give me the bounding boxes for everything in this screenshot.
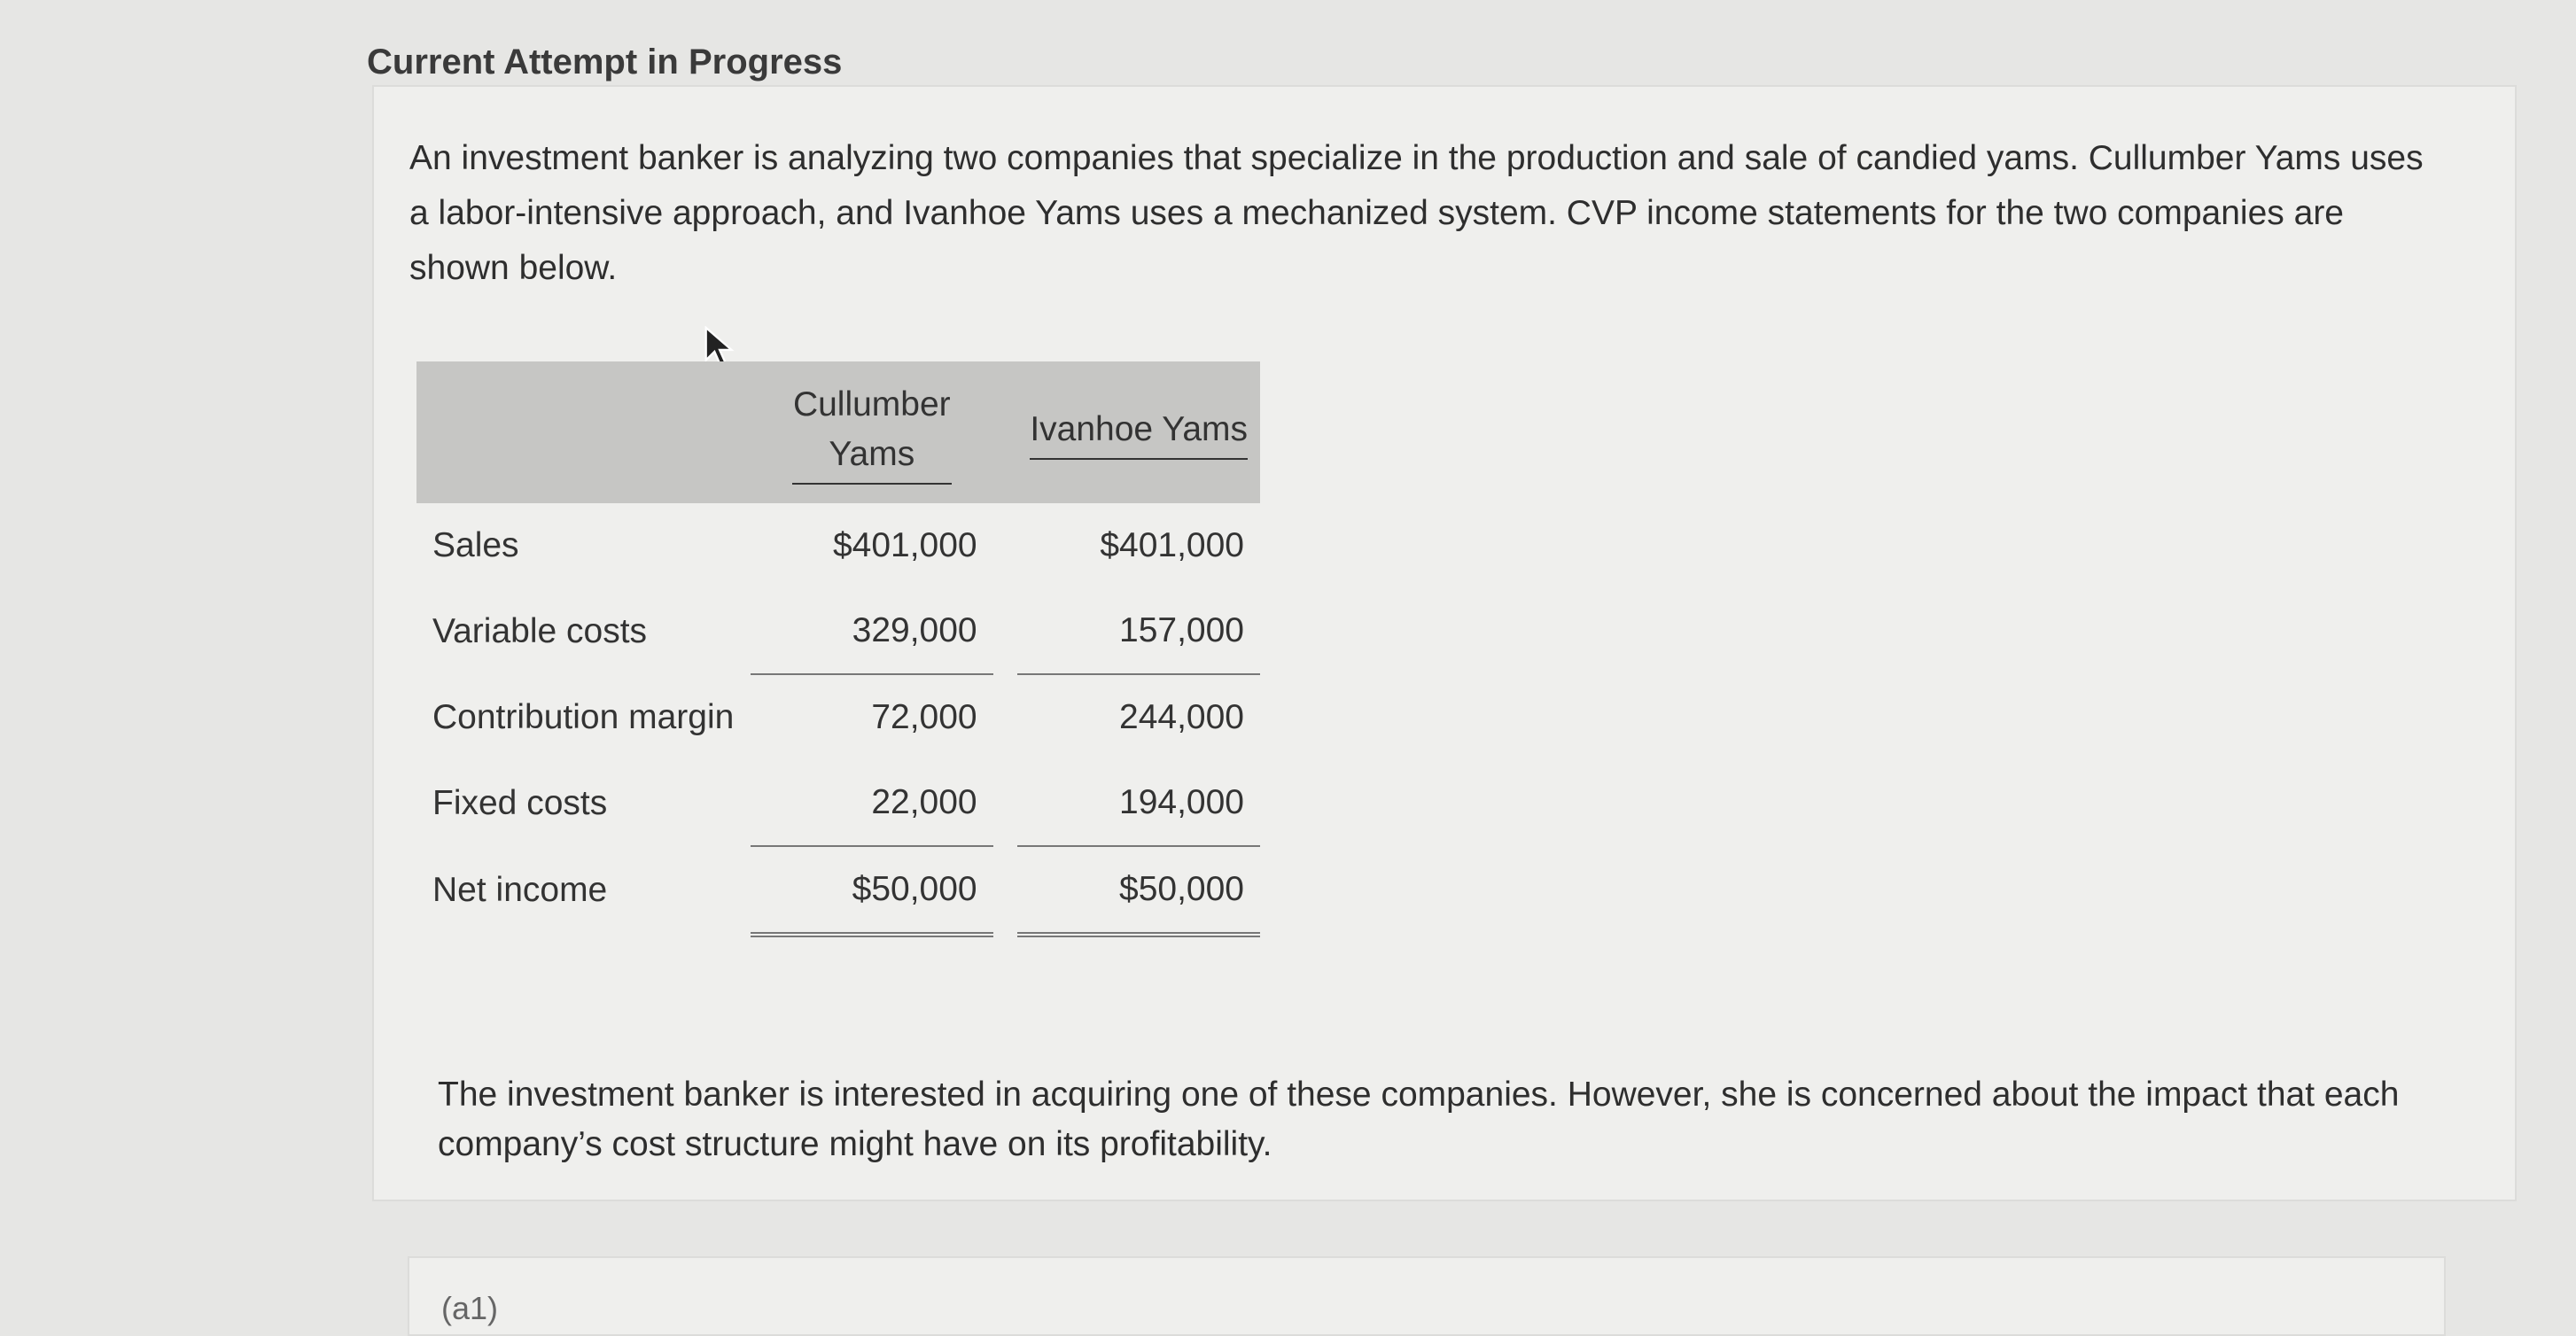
table-row-variable-costs	[416, 588, 1260, 674]
table-row-fixed-costs	[416, 760, 1260, 846]
question-closing-text: The investment banker is interested in acquiring one of these companies. However, she is concerned about the impact that each company’s cost structure might have on its profitability.	[438, 1076, 2400, 1163]
table-row-sales	[416, 503, 1260, 588]
row-label: Contribution margin	[432, 697, 735, 736]
row-label: Sales	[432, 526, 519, 564]
question-panel	[372, 85, 2517, 1201]
question-intro-text: An investment banker is analyzing two companies that specialize in the production and sale of candied yams. Cullumber Yams uses a labor-intensive approach, and Ivanhoe Yams uses a mechanized system. CVP income statements for the two companies are shown below.	[409, 139, 2424, 287]
column-header-cullumber-label: Cullumber Yams	[792, 380, 952, 485]
row-label: Fixed costs	[432, 783, 608, 822]
table-header-row	[416, 361, 1260, 503]
ivanhoe-value: 194,000	[1017, 760, 1260, 846]
ivanhoe-value: 157,000	[1017, 588, 1260, 674]
part-label: (a1)	[441, 1290, 499, 1326]
row-label: Variable costs	[432, 611, 648, 650]
row-label: Net income	[432, 871, 608, 909]
ivanhoe-value: 244,000	[1119, 698, 1244, 736]
column-header-ivanhoe-label: Ivanhoe Yams	[1030, 405, 1248, 460]
column-header-ivanhoe	[1017, 361, 1260, 503]
cullumber-value: 329,000	[751, 588, 993, 674]
header-empty-cell	[416, 361, 751, 503]
column-header-cullumber	[751, 361, 993, 503]
next-part-panel	[408, 1256, 2446, 1336]
ivanhoe-value: $50,000	[1017, 846, 1260, 935]
ivanhoe-value: $401,000	[1100, 526, 1244, 564]
cvp-income-table	[416, 361, 1260, 937]
attempt-status-heading: Current Attempt in Progress	[367, 43, 843, 82]
table-row-net-income	[416, 846, 1260, 935]
cullumber-value: $401,000	[832, 526, 977, 564]
cullumber-value: $50,000	[751, 846, 993, 935]
table-row-contribution-margin	[416, 674, 1260, 760]
cullumber-value: 22,000	[751, 760, 993, 846]
cullumber-value: 72,000	[871, 698, 977, 736]
